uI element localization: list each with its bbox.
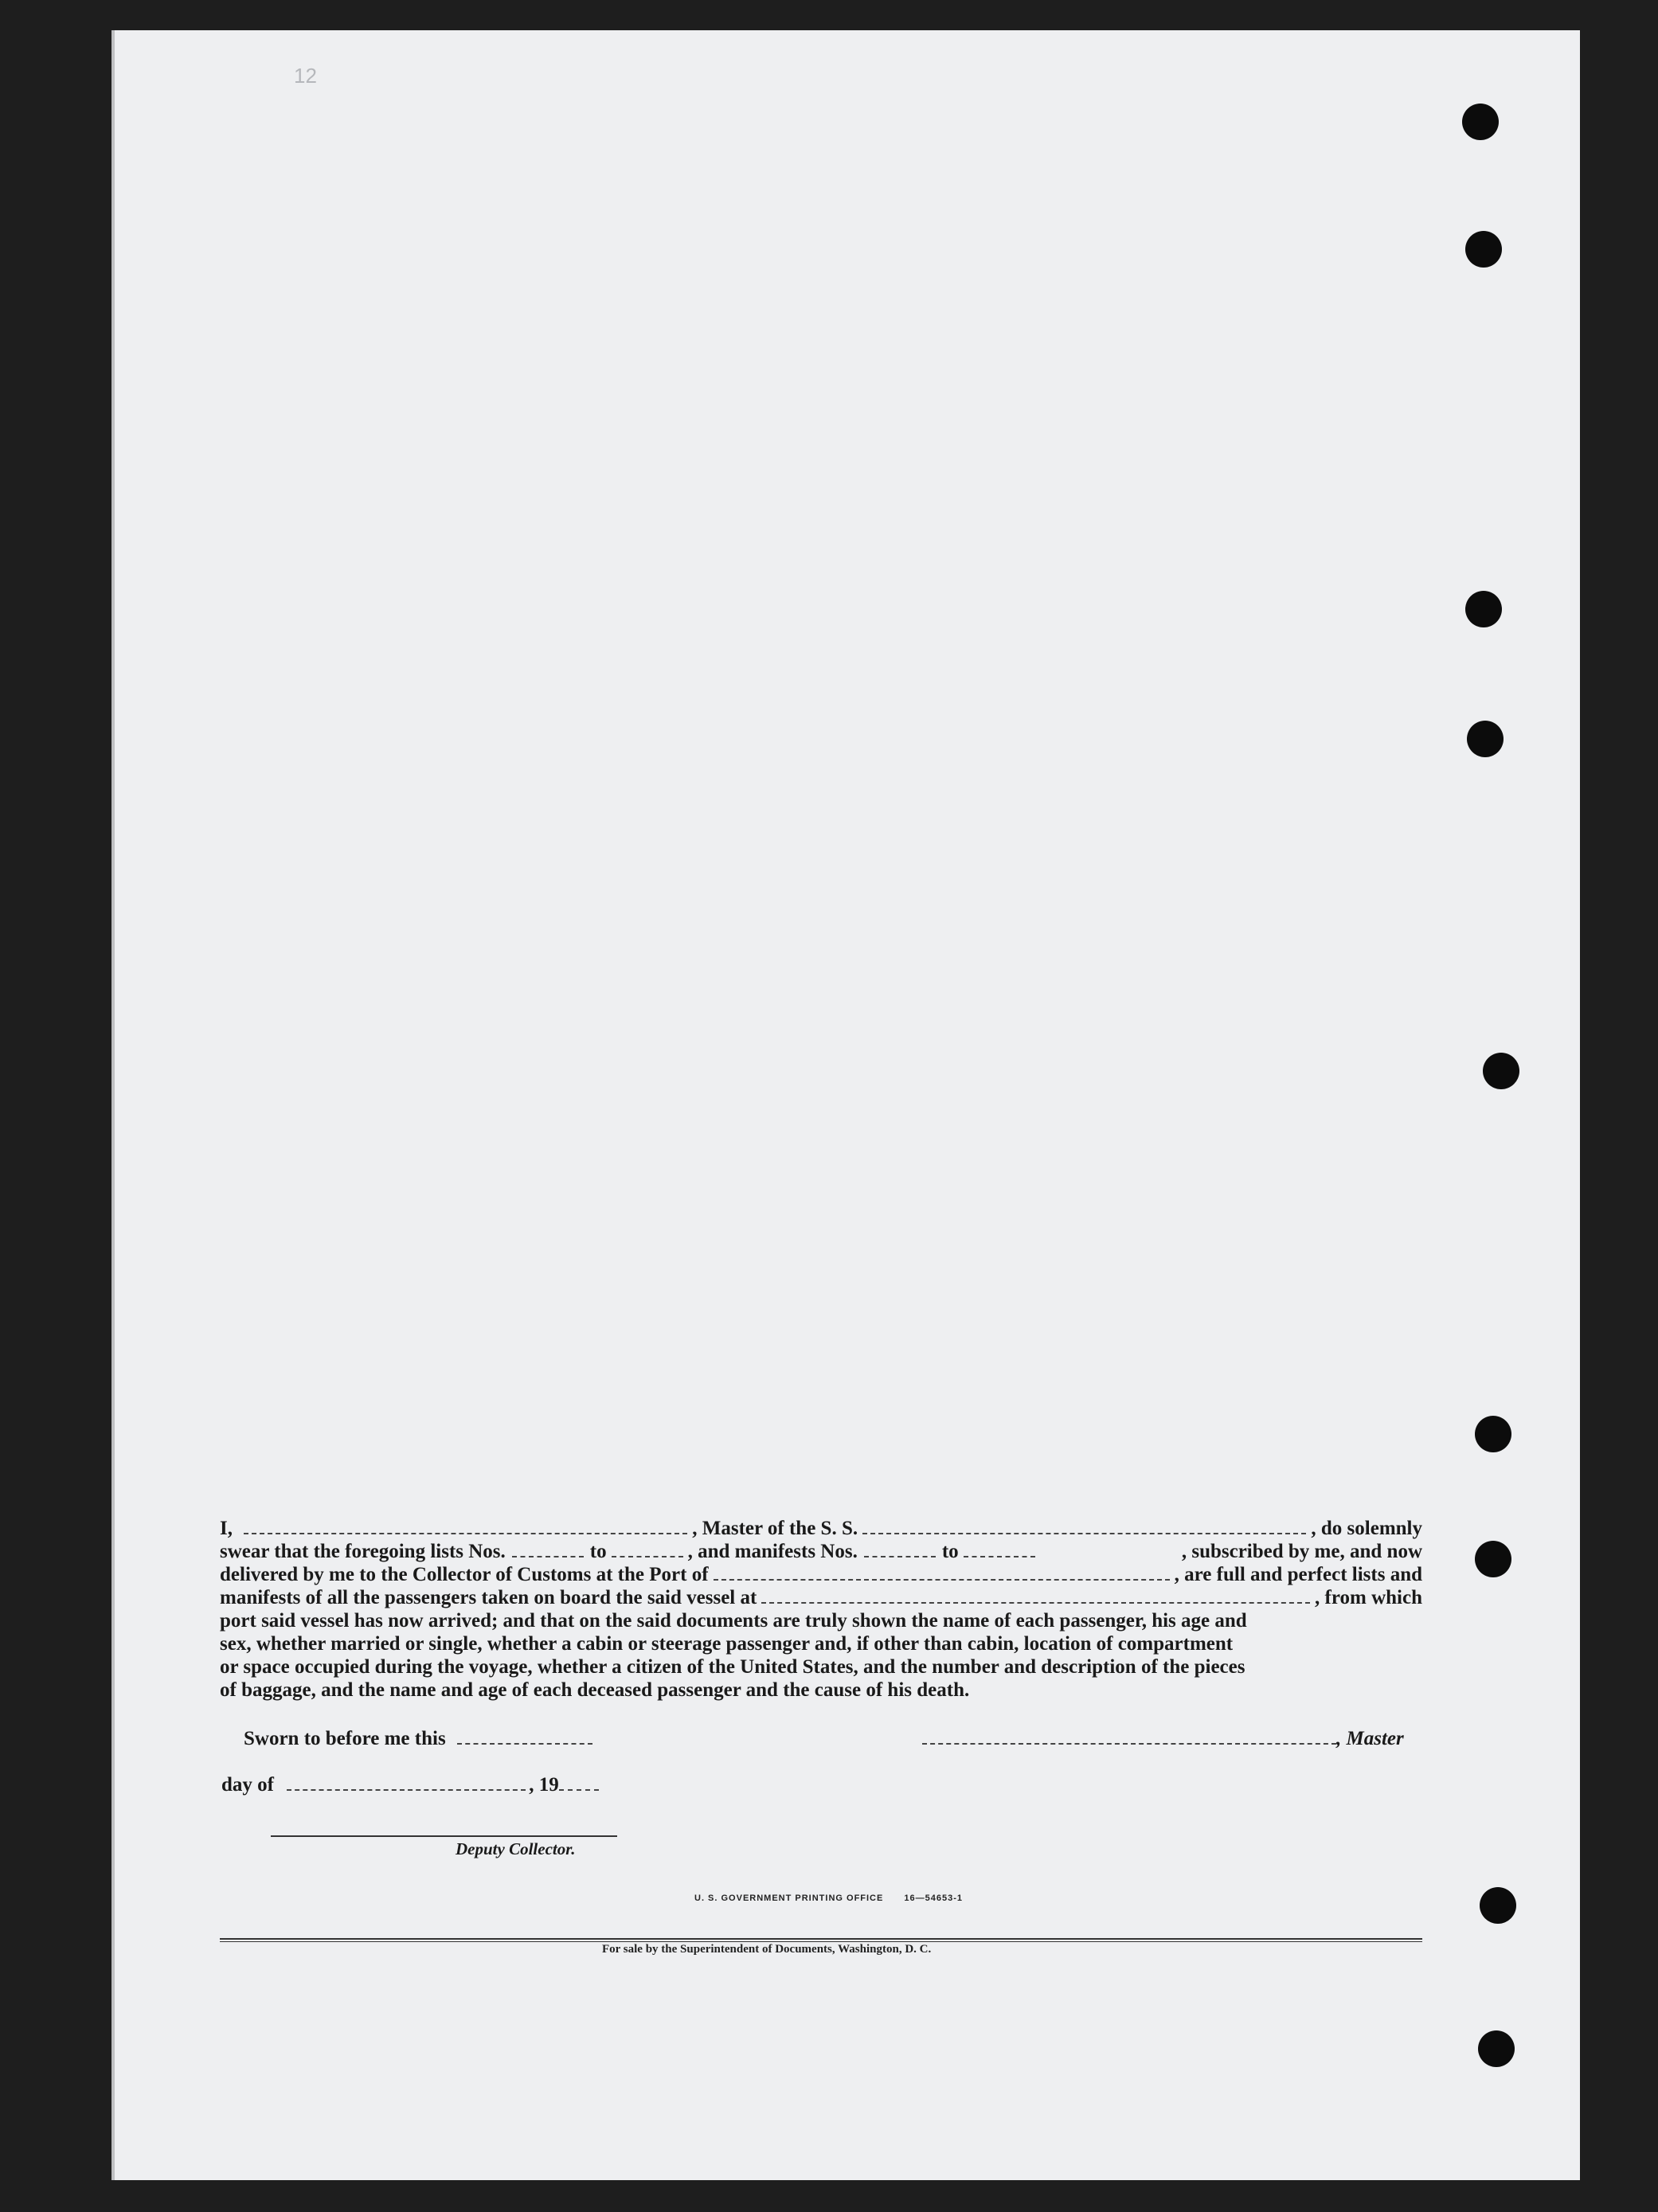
master-oath-paragraph xyxy=(220,1517,1422,1702)
oath-line-4 xyxy=(220,1586,1422,1609)
master-signature-field[interactable] xyxy=(922,1729,1336,1745)
document-page xyxy=(111,30,1580,2180)
oath-text: of baggage, and the name and age of each deceased passenger and the cause of his death. xyxy=(220,1679,970,1701)
day-of-label: day of xyxy=(221,1774,274,1796)
page-number: 12 xyxy=(294,64,317,88)
oath-text: , from which xyxy=(1315,1587,1422,1608)
punch-hole xyxy=(1483,1053,1519,1089)
manifest-from-field[interactable] xyxy=(864,1542,936,1557)
sale-note: For sale by the Superintendent of Documents, Washington, D. C. xyxy=(602,1943,932,1956)
day-of-line xyxy=(221,1774,599,1796)
punch-hole xyxy=(1465,591,1502,627)
punch-hole xyxy=(1475,1541,1511,1577)
oath-text: to xyxy=(589,1541,607,1562)
form-code: 16—54653-1 xyxy=(904,1893,964,1903)
oath-text: , are full and perfect lists and xyxy=(1174,1564,1422,1585)
year-field[interactable] xyxy=(559,1775,599,1791)
deputy-signature-line[interactable] xyxy=(271,1835,617,1837)
ship-name-field[interactable] xyxy=(862,1518,1306,1534)
oath-text: , do solemnly xyxy=(1311,1518,1423,1539)
embarkation-port-field[interactable] xyxy=(761,1588,1310,1604)
oath-text: I, xyxy=(220,1518,233,1539)
printing-office-text: U. S. GOVERNMENT PRINTING OFFICE xyxy=(694,1893,884,1903)
punch-hole xyxy=(1467,721,1504,757)
deputy-collector-label: Deputy Collector. xyxy=(456,1839,576,1858)
footer-rule xyxy=(220,1941,1422,1942)
punch-hole xyxy=(1465,231,1502,268)
oath-text: sex, whether married or single, whether a cabin or steerage passenger and, if other than cabin, location of compartment xyxy=(220,1633,1234,1655)
oath-line-2 xyxy=(220,1540,1422,1563)
list-to-field[interactable] xyxy=(612,1542,683,1557)
manifest-to-field[interactable] xyxy=(964,1542,1035,1557)
master-label: , Master xyxy=(1336,1728,1404,1749)
list-from-field[interactable] xyxy=(512,1542,584,1557)
punch-hole xyxy=(1475,1416,1511,1452)
oath-text: or space occupied during the voyage, whether a citizen of the United States, and the number and description of the pieces xyxy=(220,1656,1245,1678)
sworn-label: Sworn to before me this xyxy=(244,1728,446,1749)
oath-text: manifests of all the passengers taken on board the said vessel at xyxy=(220,1587,757,1608)
oath-line-3 xyxy=(220,1563,1422,1586)
printing-office-line xyxy=(694,1893,963,1903)
oath-line-1 xyxy=(220,1517,1422,1540)
punch-hole xyxy=(1478,2030,1515,2067)
oath-text: port said vessel has now arrived; and that on the said documents are truly shown the name of each passenger, his age and xyxy=(220,1610,1247,1632)
oath-text: , Master of the S. S. xyxy=(692,1518,858,1539)
month-field[interactable] xyxy=(287,1775,526,1791)
sworn-line xyxy=(244,1728,592,1750)
master-name-field[interactable] xyxy=(244,1518,687,1534)
oath-text: delivered by me to the Collector of Customs at the Port of xyxy=(220,1564,709,1585)
footer-rule xyxy=(220,1938,1422,1940)
master-signature-line xyxy=(922,1728,1404,1750)
punch-hole xyxy=(1462,104,1499,140)
oath-text: swear that the foregoing lists Nos. xyxy=(220,1541,506,1562)
year-label: , 19 xyxy=(529,1774,559,1796)
port-field[interactable] xyxy=(714,1565,1170,1581)
sworn-date-field[interactable] xyxy=(457,1729,592,1745)
oath-text: , subscribed by me, and now xyxy=(1181,1541,1422,1562)
oath-text: to xyxy=(941,1541,959,1562)
oath-text: , and manifests Nos. xyxy=(687,1541,858,1562)
punch-hole xyxy=(1480,1887,1516,1924)
